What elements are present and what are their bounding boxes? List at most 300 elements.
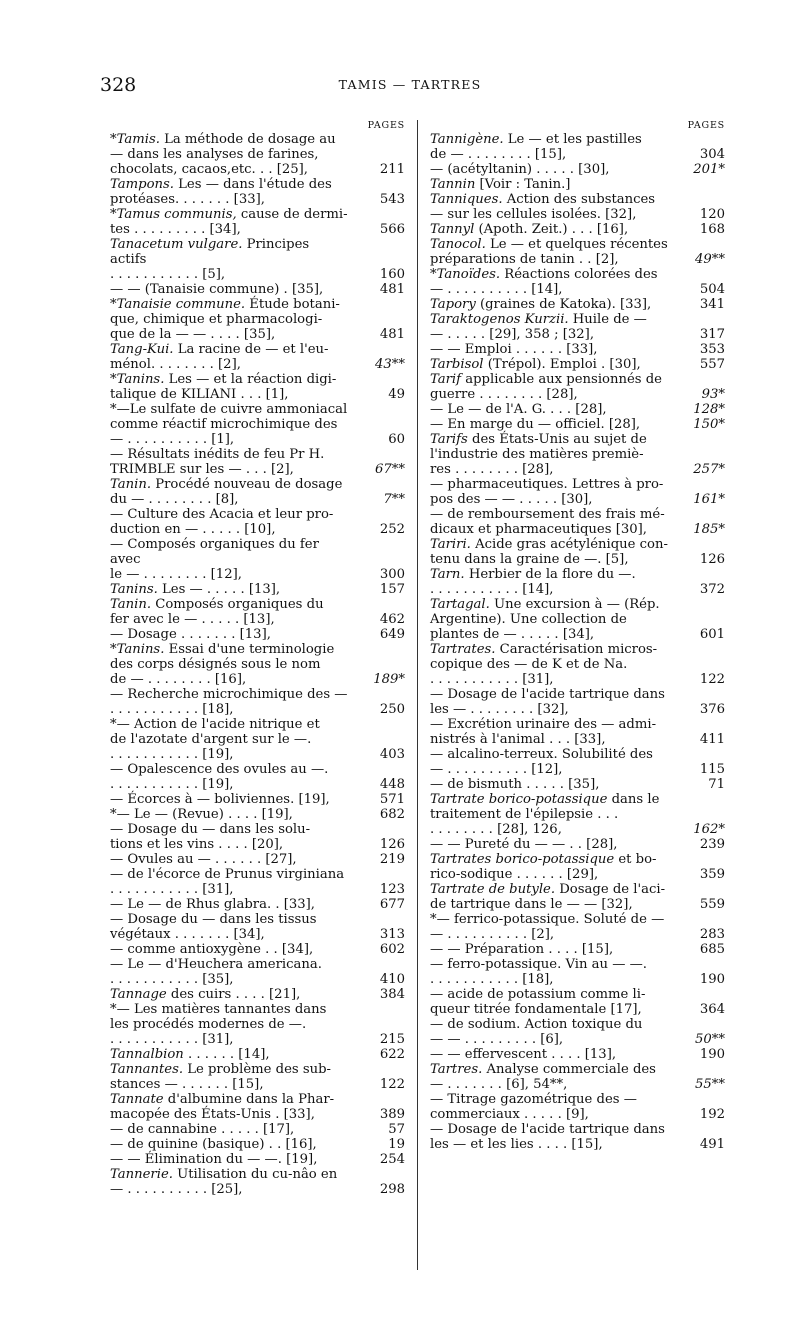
entry-page-number: 602 — [379, 942, 405, 957]
entry-text — [430, 987, 668, 1017]
index-entry — [430, 267, 725, 297]
entry-page-number: 123 — [379, 882, 405, 897]
entry-body: *— Les matières tannantes dans les procédés modernes de —. . . . . . . . . . . . [31], — [110, 1002, 327, 1047]
index-entry — [110, 132, 405, 177]
entry-heading: Tartrate de butyle. — [430, 882, 556, 897]
entry-page-number: 481 — [379, 282, 405, 297]
entry-text — [110, 447, 348, 477]
entry-page-number: 162* — [693, 822, 725, 837]
entry-text — [110, 537, 348, 582]
index-entry — [110, 942, 405, 957]
entry-text — [110, 372, 348, 402]
index-entry — [430, 837, 725, 852]
entry-text — [430, 942, 668, 957]
entry-page-number: 341 — [699, 297, 725, 312]
index-entry — [110, 477, 405, 507]
entry-heading: Tanacetum vulgare. — [110, 237, 243, 252]
entry-body: cause de dermi- tes . . . . . . . . . [34], — [110, 207, 348, 237]
entry-text — [430, 567, 668, 597]
index-entry — [430, 222, 725, 237]
entry-text — [110, 1062, 348, 1092]
entry-text — [430, 357, 668, 372]
index-entry — [110, 807, 405, 822]
entry-text — [110, 1092, 348, 1122]
entry-heading: Tannyl — [430, 222, 475, 237]
entry-page-number: 122 — [699, 672, 725, 687]
entry-text — [430, 402, 668, 417]
entry-page-number: 622 — [379, 1047, 405, 1062]
entry-text — [430, 297, 668, 312]
entry-text — [110, 582, 348, 597]
index-entry — [110, 912, 405, 942]
entry-body: Herbier de la flore du —. . . . . . . . . . . . [14], — [430, 567, 636, 597]
entry-page-number: 304 — [699, 147, 725, 162]
entry-text — [110, 1047, 348, 1062]
entry-body: — Écorces à — boliviennes. [19], — [110, 792, 330, 807]
entry-text — [110, 207, 348, 237]
entry-text — [110, 177, 348, 207]
entry-text — [430, 372, 668, 402]
index-entry — [430, 162, 725, 177]
entry-text — [430, 792, 668, 837]
entry-body: — de bismuth . . . . . [35], — [430, 777, 600, 792]
entry-page-number: 7** — [383, 492, 405, 507]
entry-page-number: 57 — [388, 1122, 405, 1137]
entry-text — [430, 687, 668, 717]
index-entry — [430, 537, 725, 567]
entry-text — [110, 1167, 348, 1197]
entry-text — [110, 597, 348, 627]
entry-text — [110, 897, 348, 912]
entry-body: — de remboursement des frais mé- dicaux et pharmaceutiques [30], — [430, 507, 665, 537]
entry-page-number: 376 — [699, 702, 725, 717]
entry-page-number: 115 — [699, 762, 725, 777]
entry-page-number: 448 — [379, 777, 405, 792]
entry-text — [110, 402, 348, 447]
index-entry — [430, 1017, 725, 1047]
entry-heading: *Tanaisie commune. — [110, 297, 246, 312]
index-columns — [110, 120, 725, 1270]
index-entry — [110, 372, 405, 402]
entry-page-number: 239 — [699, 837, 725, 852]
entry-heading: Tanin. — [110, 477, 152, 492]
entry-heading: *Tanins. — [110, 642, 165, 657]
entry-heading: Tarbisol — [430, 357, 484, 372]
entry-body: — ferro-potassique. Vin au — —. . . . . . . . . . . . [18], — [430, 957, 647, 987]
index-entry — [430, 237, 725, 267]
entry-body: Caractérisation micros- copique des — de K et de Na. . . . . . . . . . . . [31], — [430, 642, 658, 687]
entry-text — [430, 777, 668, 792]
entry-text — [430, 192, 668, 222]
entry-page-number: 150* — [693, 417, 725, 432]
entry-text — [110, 1122, 348, 1137]
entry-body: La racine de — et l'eu- ménol. . . . . . . . [2], — [110, 342, 329, 372]
entry-text — [110, 852, 348, 867]
entry-text — [110, 477, 348, 507]
entry-page-number: 67** — [375, 462, 405, 477]
entry-heading: Tanocol. — [430, 237, 486, 252]
index-entry — [430, 717, 725, 747]
entry-body: Composés organiques du fer avec le — . . . . . [13], — [110, 597, 324, 627]
entry-text — [430, 162, 668, 177]
entry-body: — Dosage du — dans les tissus végétaux . . . . . . . [34], — [110, 912, 317, 942]
entry-heading: Taraktogenos Kurzii. — [430, 312, 569, 327]
index-entry — [110, 867, 405, 897]
entry-heading: *Tamus communis, — [110, 207, 237, 222]
entry-body: Procédé nouveau de dosage du — . . . . . . . . [8], — [110, 477, 343, 507]
entry-text — [110, 642, 348, 687]
entry-body: Dosage de l'aci- de tartrique dans le — — [32], — [430, 882, 666, 912]
entry-body: — Dosage de l'acide tartrique dans les — et les lies . . . . [15], — [430, 1122, 665, 1152]
entry-page-number: 49** — [695, 252, 725, 267]
entry-page-number: 126 — [379, 837, 405, 852]
index-entry — [430, 957, 725, 987]
entry-body: — Ovules au — . . . . . . [27], — [110, 852, 297, 867]
entry-heading: Tannate — [110, 1092, 164, 1107]
entry-heading: Tarifs — [430, 432, 468, 447]
index-entry — [110, 987, 405, 1002]
entry-body: — — (Tanaisie commune) . [35], — [110, 282, 324, 297]
entry-body: applicable aux pensionnés de guerre . . . . . . . . [28], — [430, 372, 662, 402]
entry-body: *—Le sulfate de cuivre ammoniacal comme réactif microchimique des — . . . . . . . . . . [1], — [110, 402, 348, 447]
entry-text — [110, 987, 348, 1002]
index-entry — [430, 192, 725, 222]
index-entry — [430, 942, 725, 957]
entry-body: — — Préparation . . . . [15], — [430, 942, 614, 957]
entry-body: et bo- rico-sodique . . . . . . [29], — [430, 852, 657, 882]
index-entry — [430, 372, 725, 402]
entry-body: Le — et quelques récentes préparations de tanin . . [2], — [430, 237, 668, 267]
entry-body: dans le traitement de l'épilepsie . . . . . . . . . . . [28], 126, — [430, 792, 660, 837]
entry-body: — Dosage . . . . . . . [13], — [110, 627, 271, 642]
index-entry — [110, 717, 405, 762]
entry-heading: *Tanoïdes. — [430, 267, 501, 282]
entry-page-number: 504 — [699, 282, 725, 297]
entry-page-number: 211 — [379, 162, 405, 177]
index-entry — [430, 792, 725, 837]
entry-heading: Tartrate borico-potassique — [430, 792, 608, 807]
index-entry — [430, 507, 725, 537]
entry-page-number: 168 — [699, 222, 725, 237]
entry-body: — Composés organiques du fer avec le — . . . . . . . . [12], — [110, 537, 319, 582]
entry-page-number: 50** — [695, 1032, 725, 1047]
entry-body: — de quinine (basique) . . [16], — [110, 1137, 317, 1152]
entry-body: — Dosage du — dans les solu- tions et les vins . . . . [20], — [110, 822, 311, 852]
index-entry — [110, 822, 405, 852]
entry-page-number: 219 — [379, 852, 405, 867]
entry-page-number: 462 — [379, 612, 405, 627]
index-entry — [110, 177, 405, 207]
entry-body: — — Pureté du — — . . [28], — [430, 837, 618, 852]
entry-text — [110, 282, 348, 297]
entry-list — [110, 132, 405, 1197]
entry-body: Utilisation du cu-nâo en — . . . . . . . . . . [25], — [110, 1167, 338, 1197]
entry-body: — pharmaceutiques. Lettres à pro- pos des — — . . . . . [30], — [430, 477, 664, 507]
index-entry — [430, 177, 725, 192]
index-entry — [430, 987, 725, 1017]
entry-page-number: 283 — [699, 927, 725, 942]
index-entry — [110, 792, 405, 807]
index-entry — [110, 1152, 405, 1167]
entry-text — [110, 687, 348, 717]
entry-body: (Apoth. Zeit.) . . . [16], — [474, 222, 629, 237]
entry-text — [110, 717, 348, 762]
index-entry — [430, 417, 725, 432]
entry-text — [430, 1062, 668, 1092]
entry-page-number: 557 — [699, 357, 725, 372]
entry-heading: Tanin. — [110, 597, 152, 612]
entry-heading: Tarn. — [430, 567, 465, 582]
entry-heading: Tartrates. — [430, 642, 496, 657]
entry-text — [110, 942, 348, 957]
entry-text — [110, 957, 348, 987]
entry-page-number: 190 — [699, 1047, 725, 1062]
entry-text — [110, 1002, 348, 1047]
pages-column-label: PAGES — [367, 120, 405, 131]
entry-page-number: 364 — [699, 1002, 725, 1017]
entry-text — [110, 762, 348, 792]
index-entry — [430, 297, 725, 312]
entry-page-number: 160 — [379, 267, 405, 282]
entry-page-number: 55** — [695, 1077, 725, 1092]
entry-page-number: 257* — [693, 462, 725, 477]
index-entry — [430, 342, 725, 357]
entry-page-number: 601 — [699, 627, 725, 642]
index-entry — [110, 627, 405, 642]
entry-page-number: 313 — [379, 927, 405, 942]
entry-body: Étude botani- que, chimique et pharmacologi- que de la — — . . . . [35], — [110, 297, 340, 342]
entry-page-number: 71 — [708, 777, 725, 792]
index-entry — [110, 207, 405, 237]
index-entry — [110, 402, 405, 447]
entry-text — [430, 507, 668, 537]
entry-page-number: 189* — [373, 672, 405, 687]
entry-text — [110, 132, 348, 177]
entry-page-number: 559 — [699, 897, 725, 912]
entry-text — [110, 342, 348, 372]
entry-body: Essai d'une terminologie des corps désignés sous le nom de — . . . . . . . . [16], — [110, 642, 335, 687]
entry-body: — comme antioxygène . . [34], — [110, 942, 314, 957]
index-entry — [110, 1137, 405, 1152]
index-entry — [430, 642, 725, 687]
entry-heading: Tanniques. — [430, 192, 503, 207]
entry-body: . . . . . . [14], — [183, 1047, 270, 1062]
entry-body: — Le — de l'A. G. . . . [28], — [430, 402, 607, 417]
entry-page-number: 254 — [379, 1152, 405, 1167]
entry-body: — Opalescence des ovules au —. . . . . . . . . . . . [19], — [110, 762, 329, 792]
entry-page-number: 389 — [379, 1107, 405, 1122]
index-entry — [430, 1062, 725, 1092]
index-entry — [430, 882, 725, 912]
index-entry — [110, 237, 405, 282]
entry-page-number: 411 — [699, 732, 725, 747]
entry-heading: Tannantes. — [110, 1062, 184, 1077]
entry-heading: Tartrates borico-potassique — [430, 852, 615, 867]
entry-heading: Tannerie. — [110, 1167, 173, 1182]
index-entry — [430, 1047, 725, 1062]
entry-body: Les — . . . . . [13], — [157, 582, 281, 597]
entry-body: — — Élimination du — —. [19], — [110, 1152, 318, 1167]
entry-page-number: 403 — [379, 747, 405, 762]
entry-text — [430, 537, 668, 567]
entry-text — [430, 267, 668, 297]
entry-heading: Tarif — [430, 372, 462, 387]
entry-body: *— ferrico-potassique. Soluté de — — . . . . . . . . . . [2], — [430, 912, 665, 942]
column-divider — [417, 120, 418, 1270]
entry-body: Le — et les pastilles de — . . . . . . . . [15], — [430, 132, 642, 162]
index-entry — [430, 597, 725, 642]
entry-heading: *Tanins. — [110, 372, 165, 387]
page-number: 328 — [100, 74, 137, 96]
index-entry — [430, 687, 725, 717]
entry-text — [430, 312, 668, 342]
entry-text — [430, 1122, 668, 1152]
entry-page-number: 682 — [379, 807, 405, 822]
entry-heading: Tartagal. — [430, 597, 490, 612]
entry-page-number: 566 — [379, 222, 405, 237]
entry-heading: Tannigène. — [430, 132, 504, 147]
entry-heading: Tapory — [430, 297, 476, 312]
index-entry — [430, 312, 725, 342]
entry-heading: Tannalbion — [110, 1047, 184, 1062]
index-entry — [430, 1122, 725, 1152]
entry-page-number: 359 — [699, 867, 725, 882]
entry-text — [430, 747, 668, 777]
entry-text — [110, 1152, 348, 1167]
entry-page-number: 93* — [701, 387, 725, 402]
index-entry — [110, 507, 405, 537]
index-entry — [430, 132, 725, 162]
entry-page-number: 122 — [379, 1077, 405, 1092]
entry-body: des États-Unis au sujet de l'industrie des matières premiè- res . . . . . . . . [28], — [430, 432, 647, 477]
entry-page-number: 481 — [379, 327, 405, 342]
entry-text — [430, 1017, 668, 1047]
entry-heading: Tannin — [430, 177, 476, 192]
entry-text — [430, 957, 668, 987]
entry-body: *— Action de l'acide nitrique et de l'azotate d'argent sur le —. . . . . . . . . . . . [19], — [110, 717, 320, 762]
entry-body: — acide de potassium comme li- queur titrée fondamentale [17], — [430, 987, 646, 1017]
entry-body: — Résultats inédits de feu Pr H. TRIMBLE sur les — . . . [2], — [110, 447, 325, 477]
entry-page-number: 491 — [699, 1137, 725, 1152]
entry-page-number: 60 — [388, 432, 405, 447]
entry-text — [110, 1137, 348, 1152]
entry-body: — Recherche microchimique des — . . . . . . . . . . . [18], — [110, 687, 348, 717]
index-entry — [430, 747, 725, 777]
entry-text — [430, 477, 668, 507]
entry-page-number: 128* — [693, 402, 725, 417]
entry-text — [430, 222, 668, 237]
entry-body: Les — dans l'étude des protéases. . . . . . . [33], — [110, 177, 332, 207]
index-entry — [110, 297, 405, 342]
entry-body: *— Le — (Revue) . . . . [19], — [110, 807, 293, 822]
index-entry — [110, 537, 405, 582]
index-entry — [110, 762, 405, 792]
entry-text — [430, 642, 668, 687]
entry-text — [430, 177, 668, 192]
index-entry — [110, 342, 405, 372]
entry-text — [430, 237, 668, 267]
entry-text — [430, 432, 668, 477]
entry-text — [110, 507, 348, 537]
entry-body: Les — et la réaction digi- talique de KILIANI . . . [1], — [110, 372, 337, 402]
entry-page-number: 120 — [699, 207, 725, 222]
entry-page-number: 298 — [379, 1182, 405, 1197]
entry-body: d'albumine dans la Phar- macopée des États-Unis . [33], — [110, 1092, 335, 1122]
entry-body: Huile de — — . . . . . [29], 358 ; [32], — [430, 312, 647, 342]
entry-text — [430, 1047, 668, 1062]
entry-body: Action des substances — sur les cellules isolées. [32], — [430, 192, 656, 222]
entry-heading: Tariri. — [430, 537, 471, 552]
entry-page-number: 410 — [379, 972, 405, 987]
entry-body: La méthode de dosage au — dans les analyses de farines, chocolats, cacaos,etc. . . [25], — [110, 132, 336, 177]
entry-body: — de sodium. Action toxique du — — . . . . . . . . . [6], — [430, 1017, 643, 1047]
entry-body: (Trépol). Emploi . [30], — [483, 357, 641, 372]
entry-page-number: 649 — [379, 627, 405, 642]
entry-page-number: 215 — [379, 1032, 405, 1047]
entry-page-number: 353 — [699, 342, 725, 357]
entry-body: — de cannabine . . . . . [17], — [110, 1122, 295, 1137]
running-title: TAMIS — TARTRES — [338, 77, 482, 92]
entry-body: Une excursion à — (Rép. Argentine). Une collection de plantes de — . . . . . [34], — [430, 597, 660, 642]
entry-text — [430, 852, 668, 882]
entry-body: (graines de Katoka). [33], — [475, 297, 652, 312]
index-entry — [110, 687, 405, 717]
entry-text — [430, 597, 668, 642]
entry-text — [110, 792, 348, 807]
entry-text — [430, 882, 668, 912]
index-entry — [430, 477, 725, 507]
entry-page-number: 252 — [379, 522, 405, 537]
entry-page-number: 317 — [699, 327, 725, 342]
index-entry — [430, 852, 725, 882]
entry-body: — de l'écorce de Prunus virginiana . . . . . . . . . . . [31], — [110, 867, 345, 897]
entry-text — [430, 132, 668, 162]
entry-body: — (acétyltanin) . . . . . [30], — [430, 162, 610, 177]
pages-column-label: PAGES — [687, 120, 725, 131]
entry-page-number: 192 — [699, 1107, 725, 1122]
index-entry — [110, 282, 405, 297]
entry-heading: *Tamis. — [110, 132, 160, 147]
entry-heading: Tannage — [110, 987, 167, 1002]
index-entry — [110, 582, 405, 597]
index-entry — [430, 567, 725, 597]
index-entry — [430, 912, 725, 942]
entry-body: — — effervescent . . . . [13], — [430, 1047, 617, 1062]
entry-body: des cuirs . . . . [21], — [166, 987, 301, 1002]
entry-text — [110, 627, 348, 642]
entry-page-number: 677 — [379, 897, 405, 912]
entry-page-number: 384 — [379, 987, 405, 1002]
entry-body: — Culture des Acacia et leur pro- duction en — . . . . . [10], — [110, 507, 334, 537]
entry-text — [110, 912, 348, 942]
entry-page-number: 250 — [379, 702, 405, 717]
index-entry — [430, 402, 725, 417]
index-entry — [110, 1122, 405, 1137]
index-entry — [110, 897, 405, 912]
index-entry — [110, 957, 405, 987]
entry-text — [110, 867, 348, 897]
entry-text — [430, 837, 668, 852]
entry-text — [110, 822, 348, 852]
entry-page-number: 372 — [699, 582, 725, 597]
index-entry — [430, 357, 725, 372]
entry-page-number: 201* — [693, 162, 725, 177]
entry-text — [430, 912, 668, 942]
entry-body: Le problème des sub- stances — . . . . . . [15], — [110, 1062, 332, 1092]
index-entry — [110, 852, 405, 867]
entry-page-number: 300 — [379, 567, 405, 582]
entry-page-number: 49 — [388, 387, 405, 402]
